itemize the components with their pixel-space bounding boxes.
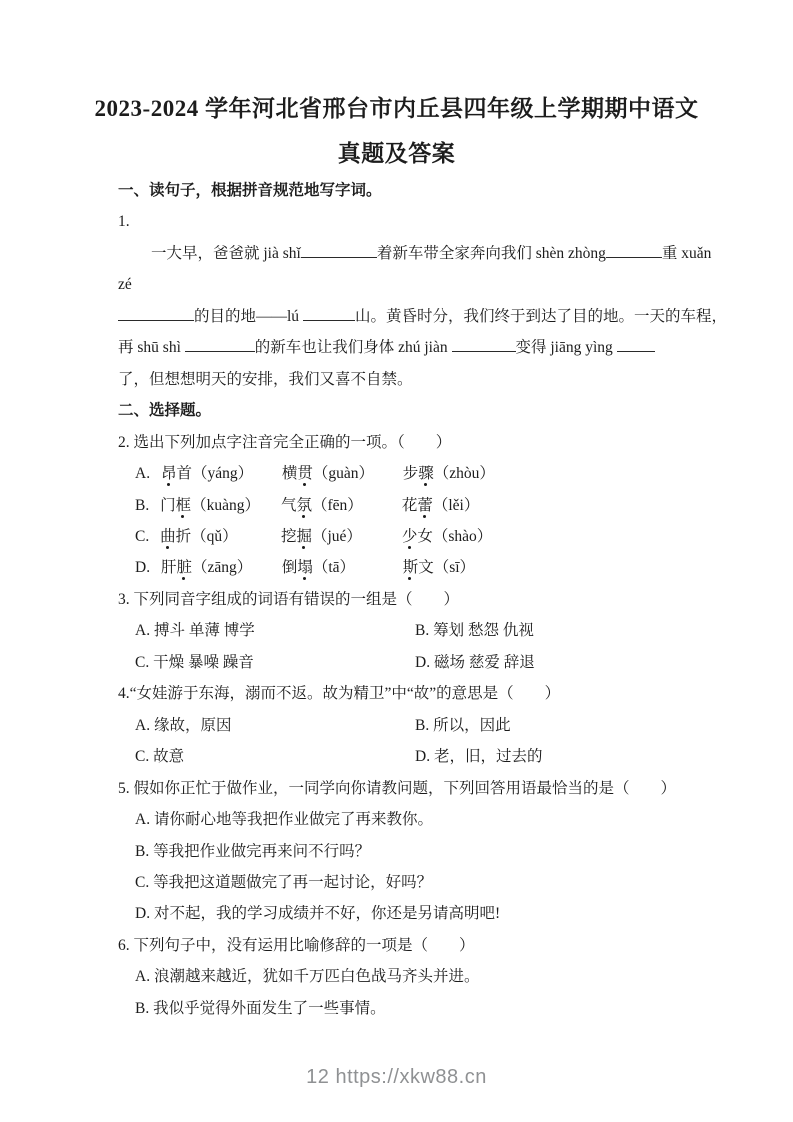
fill-in-blank — [606, 243, 662, 258]
option-d: D. 磁场 慈爱 辞退 — [415, 653, 535, 671]
question2-stem: 2. 选出下列加点字注音完全正确的一项。（ ） — [118, 433, 452, 451]
option-word: 气氛（fēn） — [280, 496, 363, 514]
option-word: 花蕾（lěi） — [401, 496, 480, 514]
emphasis-dot-char: 贯 — [297, 465, 313, 483]
fill-in-blank — [185, 337, 255, 352]
option-word: 斯文（sī） — [402, 559, 476, 577]
option-c: C. 故意 — [135, 748, 185, 766]
document-title-line1: 2023-2024 学年河北省邢台市内丘县四年级上学期期中语文 — [94, 96, 699, 121]
emphasis-dot-char: 脏 — [176, 559, 192, 577]
section2-heading: 二、选择题。 — [118, 402, 212, 420]
emphasis-dot-char: 骤 — [418, 465, 434, 483]
option-word: 步骤（zhòu） — [402, 465, 495, 483]
question6-option-a: A. 浪潮越来越近，犹如千万匹白色战马齐头并进。 — [135, 968, 480, 986]
question1-line-3: 的目的地——lú 山。黄昏时分，我们终于到达了目的地。一天的车程， — [118, 301, 676, 332]
fill-in-blank — [303, 306, 355, 321]
emphasis-dot-char: 昂 — [160, 465, 177, 483]
question1-line-4: 再 shū shì 的新车也让我们身体 zhú jiàn 变得 jiāng yìng — [118, 332, 676, 363]
option-word: 少女（shào） — [401, 527, 493, 545]
option-c: C. 干燥 暴噪 躁音 — [135, 653, 254, 671]
fill-in-blank — [617, 337, 655, 352]
option-word: 曲折（qǔ） — [160, 527, 238, 545]
option-word: 倒塌（tā） — [281, 559, 356, 577]
question1-number: 1. — [118, 213, 130, 231]
question3-options-row-1 — [118, 615, 676, 646]
option-word: 昂首（yáng） — [160, 465, 254, 483]
question2-option-a — [118, 458, 676, 489]
emphasis-dot-char: 塌 — [297, 559, 313, 577]
option-word: 挖掘（jué） — [280, 527, 362, 545]
question2-option-d — [118, 552, 676, 583]
question4-options-row-2 — [118, 741, 676, 772]
option-a: A. 缘故，原因 — [135, 716, 232, 734]
option-b: B. 所以，因此 — [415, 716, 511, 734]
emphasis-dot-char: 蕾 — [417, 496, 433, 514]
document-title-line2: 真题及答案 — [337, 141, 456, 166]
option-word: 横贯（guàn） — [281, 465, 374, 483]
page-number-and-url: 12 https://xkw88.cn — [306, 1066, 487, 1088]
question1-line-1: 一大早，爸爸就 jià shǐ 着新车带全家奔向我们 shèn zhòng 重 xuǎn — [151, 244, 712, 262]
option-word: 肝脏（zāng） — [160, 559, 253, 577]
section1-heading: 一、读句子，根据拼音规范地写字词。 — [118, 182, 382, 199]
option-word: 门框（kuàng） — [160, 496, 261, 514]
page-footer — [0, 1066, 793, 1089]
emphasis-dot-char: 框 — [175, 496, 192, 514]
emphasis-dot-char: 曲 — [160, 527, 176, 545]
fill-in-blank — [301, 243, 377, 258]
option-d: D. 老，旧，过去的 — [415, 748, 543, 766]
option-letter: B. — [135, 496, 150, 514]
option-letter: D. — [135, 559, 151, 577]
question4-options-row-1 — [118, 710, 676, 741]
option-a: A. 搏斗 单薄 博学 — [135, 622, 255, 640]
option-letter: A. — [135, 465, 151, 483]
option-b: B. 筹划 愁怨 仇视 — [415, 622, 534, 640]
question4-stem: 4.“女娃游于东海，溺而不返。故为精卫”中“故”的意思是（ ） — [118, 685, 561, 703]
question3-options-row-2 — [118, 647, 676, 678]
question5-option-a: A. 请你耐心地等我把作业做完了再来教你。 — [135, 811, 433, 829]
question1-line-2: zé — [118, 276, 132, 294]
emphasis-dot-char: 少 — [401, 527, 418, 545]
question6-option-b: B. 我似乎觉得外面发生了一些事情。 — [135, 999, 386, 1017]
question5-option-c: C. 等我把这道题做完了再一起讨论，好吗？ — [135, 873, 433, 891]
document-title — [0, 86, 793, 176]
question1-line-5: 了，但想想明天的安排，我们又喜不自禁。 — [118, 370, 413, 388]
question2-option-c — [118, 521, 676, 552]
question2-option-b — [118, 490, 676, 521]
fill-in-blank — [118, 306, 194, 321]
emphasis-dot-char: 氛 — [296, 496, 312, 514]
emphasis-dot-char: 掘 — [296, 527, 312, 545]
emphasis-dot-char: 斯 — [402, 559, 419, 577]
question5-option-b: B. 等我把作业做完再来问不行吗？ — [135, 842, 371, 860]
question5-stem: 5. 假如你正忙于做作业，一同学向你请教问题，下列回答用语最恰当的是（ ） — [118, 779, 677, 797]
document-body — [118, 175, 727, 1024]
question6-stem: 6. 下列句子中，没有运用比喻修辞的一项是（ ） — [118, 936, 475, 954]
question5-option-d: D. 对不起，我的学习成绩并不好，你还是另请高明吧! — [135, 905, 501, 923]
fill-in-blank — [452, 337, 516, 352]
option-letter: C. — [135, 527, 150, 545]
question3-stem: 3. 下列同音字组成的词语有错误的一组是（ ） — [118, 590, 460, 608]
